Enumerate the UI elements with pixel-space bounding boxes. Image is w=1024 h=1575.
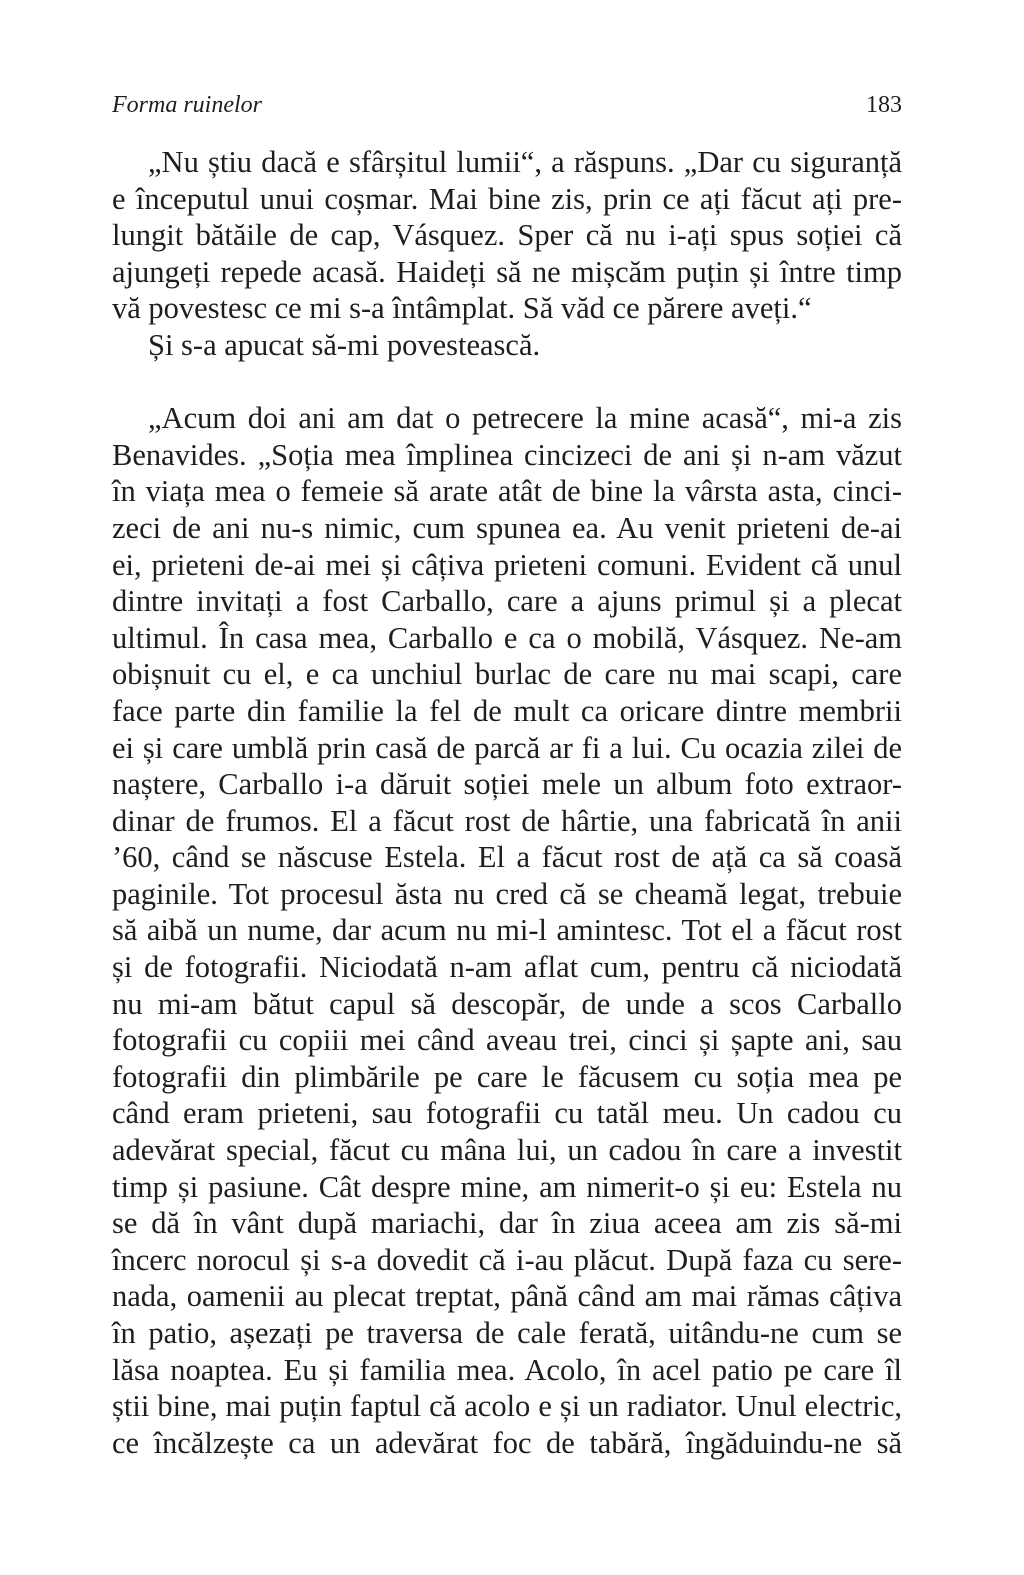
- text-line: nu mi-am bătut capul să descopăr, de unde a scos Carballo: [112, 986, 902, 1021]
- text-line: „Nu știu dacă e sfârșitul lumii“, a răspuns. „Dar cu siguranță: [148, 145, 902, 179]
- text-line: ei și care umblă prin casă de parcă ar fi a lui. Cu ocazia zilei de: [112, 730, 902, 765]
- text-line: nada, oamenii au plecat treptat, până când am mai rămas câțiva: [112, 1279, 902, 1314]
- text-line: ultimul. În casa mea, Carballo e ca o mobilă, Vásquez. Ne-am: [112, 620, 902, 655]
- text-line: timp și pasiune. Cât despre mine, am nimerit-o și eu: Estela nu: [112, 1169, 902, 1204]
- text-line: face parte din familie la fel de mult ca oricare dintre membrii: [112, 693, 902, 728]
- text-line: și de fotografii. Niciodată n-am aflat cum, pentru că niciodată: [112, 950, 902, 985]
- page-number: 183: [866, 92, 902, 118]
- text-line: obișnuit cu el, e ca unchiul burlac de care nu mai scapi, care: [112, 657, 902, 692]
- text-line: naștere, Carballo i-a dăruit soției mele un album foto extraor-: [112, 767, 902, 802]
- text-line: ei, prieteni de-ai mei și câțiva prieteni comuni. Evident că unul: [112, 547, 902, 582]
- text-line: încerc norocul și s-a dovedit că i-au plăcut. După faza cu sere-: [112, 1242, 902, 1277]
- text-line: în viața mea o femeie să arate atât de bine la vârsta asta, cinci-: [112, 474, 902, 509]
- text-line: în patio, așezați pe traversa de cale ferată, uitându-ne cum se: [112, 1316, 902, 1350]
- text-line: ajungeți repede acasă. Haideți să ne mișcăm puțin și între timp: [112, 254, 902, 289]
- text-line: când eram prieteni, sau fotografii cu tatăl meu. Un cadou cu: [112, 1096, 902, 1131]
- page-header: [112, 92, 902, 132]
- text-line: „Acum doi ani am dat o petrecere la mine acasă“, mi-a zis: [148, 401, 902, 436]
- text-line: știi bine, mai puțin faptul că acolo e și un radiator. Unul electric,: [112, 1389, 902, 1424]
- text-line: adevărat special, făcut cu mâna lui, un cadou în care a investit: [112, 1133, 902, 1168]
- text-line: dinar de frumos. El a făcut rost de hârtie, una fabricată în anii: [112, 803, 902, 838]
- text-line: lăsa noaptea. Eu și familia mea. Acolo, în acel patio pe care îl: [112, 1352, 902, 1387]
- book-page: [112, 92, 902, 1461]
- text-line: vă povestesc ce mi s-a întâmplat. Să văd ce părere aveți.“: [112, 291, 812, 326]
- text-line: se dă în vânt după mariachi, dar în ziua aceea am zis să-mi: [112, 1206, 902, 1241]
- running-title: Forma ruinelor: [112, 92, 262, 118]
- text-line: fotografii cu copiii mei când aveau trei, cinci și șapte ani, sau: [112, 1023, 902, 1058]
- text-line: lungit bătăile de cap, Vásquez. Sper că nu i-ați spus soției că: [112, 218, 902, 253]
- text-line: fotografii din plimbările pe care le făcusem cu soția mea pe: [112, 1059, 902, 1094]
- text-line: zeci de ani nu-s nimic, cum spunea ea. Au venit prieteni de-ai: [112, 510, 902, 545]
- text-line: ce încălzește ca un adevărat foc de tabără, îngăduindu-ne să: [112, 1425, 902, 1460]
- paragraph-gap: [112, 364, 902, 401]
- text-line: Și s-a apucat să-mi povestească.: [148, 327, 541, 362]
- text-line: ’60, când se născuse Estela. El a făcut rost de ață ca să coasă: [112, 840, 902, 875]
- text-line: dintre invitați a fost Carballo, care a ajuns primul și a plecat: [112, 584, 902, 619]
- text-line: e începutul unui coșmar. Mai bine zis, prin ce ați făcut ați pre-: [112, 181, 902, 216]
- text-line: Benavides. „Soția mea împlinea cincizeci de ani și n-am văzut: [112, 437, 902, 472]
- text-line: să aibă un nume, dar acum nu mi-l amintesc. Tot el a făcut rost: [112, 913, 902, 948]
- text-line: paginile. Tot procesul ăsta nu cred că se cheamă legat, trebuie: [112, 876, 902, 911]
- body-text: [112, 144, 902, 1461]
